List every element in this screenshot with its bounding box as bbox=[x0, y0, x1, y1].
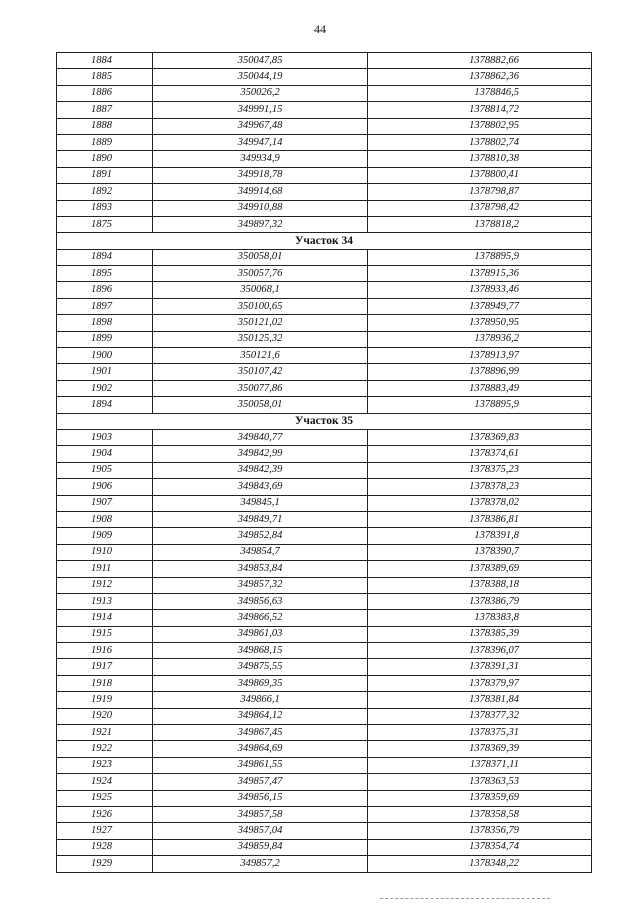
x-coordinate-cell: 350058,01 bbox=[153, 397, 368, 413]
point-number-cell: 1906 bbox=[57, 479, 153, 495]
point-number-cell: 1909 bbox=[57, 528, 153, 544]
y-coordinate-cell: 1378390,7 bbox=[368, 544, 592, 560]
y-coordinate-cell: 1378913,97 bbox=[368, 348, 592, 364]
table-row bbox=[57, 348, 592, 364]
y-coordinate-cell: 1378895,9 bbox=[368, 249, 592, 265]
table-row bbox=[57, 479, 592, 495]
point-number-cell: 1926 bbox=[57, 806, 153, 822]
point-number-cell: 1894 bbox=[57, 249, 153, 265]
x-coordinate-cell: 349918,78 bbox=[153, 167, 368, 183]
x-coordinate-cell: 349967,48 bbox=[153, 118, 368, 134]
point-number-cell: 1913 bbox=[57, 593, 153, 609]
point-number-cell: 1886 bbox=[57, 85, 153, 101]
point-number-cell: 1924 bbox=[57, 774, 153, 790]
table-row bbox=[57, 53, 592, 69]
point-number-cell: 1927 bbox=[57, 823, 153, 839]
y-coordinate-cell: 1378383,8 bbox=[368, 610, 592, 626]
x-coordinate-cell: 349867,45 bbox=[153, 725, 368, 741]
y-coordinate-cell: 1378385,39 bbox=[368, 626, 592, 642]
y-coordinate-cell: 1378375,31 bbox=[368, 725, 592, 741]
y-coordinate-cell: 1378882,66 bbox=[368, 53, 592, 69]
table-row bbox=[57, 626, 592, 642]
table-row bbox=[57, 544, 592, 560]
point-number-cell: 1892 bbox=[57, 184, 153, 200]
table-row bbox=[57, 741, 592, 757]
table-row bbox=[57, 266, 592, 282]
y-coordinate-cell: 1378389,69 bbox=[368, 561, 592, 577]
point-number-cell: 1907 bbox=[57, 495, 153, 511]
x-coordinate-cell: 349991,15 bbox=[153, 102, 368, 118]
y-coordinate-cell: 1378359,69 bbox=[368, 790, 592, 806]
y-coordinate-cell: 1378378,02 bbox=[368, 495, 592, 511]
y-coordinate-cell: 1378936,2 bbox=[368, 331, 592, 347]
table-row bbox=[57, 167, 592, 183]
y-coordinate-cell: 1378354,74 bbox=[368, 839, 592, 855]
y-coordinate-cell: 1378950,95 bbox=[368, 315, 592, 331]
point-number-cell: 1893 bbox=[57, 200, 153, 216]
point-number-cell: 1923 bbox=[57, 757, 153, 773]
page-number: 44 bbox=[314, 22, 326, 36]
x-coordinate-cell: 350077,86 bbox=[153, 380, 368, 396]
x-coordinate-cell: 350047,85 bbox=[153, 53, 368, 69]
table-row bbox=[57, 118, 592, 134]
x-coordinate-cell: 349914,68 bbox=[153, 184, 368, 200]
table-row bbox=[57, 315, 592, 331]
table-row bbox=[57, 856, 592, 872]
y-coordinate-cell: 1378814,72 bbox=[368, 102, 592, 118]
table-row bbox=[57, 675, 592, 691]
point-number-cell: 1899 bbox=[57, 331, 153, 347]
x-coordinate-cell: 350107,42 bbox=[153, 364, 368, 380]
x-coordinate-cell: 349866,1 bbox=[153, 692, 368, 708]
x-coordinate-cell: 349861,03 bbox=[153, 626, 368, 642]
table-row bbox=[57, 249, 592, 265]
point-number-cell: 1902 bbox=[57, 380, 153, 396]
y-coordinate-cell: 1378933,46 bbox=[368, 282, 592, 298]
table-row bbox=[57, 659, 592, 675]
table-row bbox=[57, 69, 592, 85]
point-number-cell: 1900 bbox=[57, 348, 153, 364]
table-row bbox=[57, 692, 592, 708]
coordinates-table-body bbox=[57, 53, 592, 873]
y-coordinate-cell: 1378386,79 bbox=[368, 593, 592, 609]
x-coordinate-cell: 349875,55 bbox=[153, 659, 368, 675]
table-row bbox=[57, 216, 592, 232]
table-row bbox=[57, 397, 592, 413]
x-coordinate-cell: 349859,84 bbox=[153, 839, 368, 855]
coordinates-table bbox=[56, 52, 592, 873]
x-coordinate-cell: 349869,35 bbox=[153, 675, 368, 691]
x-coordinate-cell: 350121,6 bbox=[153, 348, 368, 364]
section-title: Участок 35 bbox=[57, 413, 592, 429]
table-row bbox=[57, 757, 592, 773]
point-number-cell: 1885 bbox=[57, 69, 153, 85]
y-coordinate-cell: 1378949,77 bbox=[368, 298, 592, 314]
y-coordinate-cell: 1378358,58 bbox=[368, 806, 592, 822]
point-number-cell: 1911 bbox=[57, 561, 153, 577]
point-number-cell: 1920 bbox=[57, 708, 153, 724]
y-coordinate-cell: 1378369,39 bbox=[368, 741, 592, 757]
x-coordinate-cell: 350125,32 bbox=[153, 331, 368, 347]
point-number-cell: 1901 bbox=[57, 364, 153, 380]
y-coordinate-cell: 1378391,8 bbox=[368, 528, 592, 544]
table-row bbox=[57, 593, 592, 609]
point-number-cell: 1884 bbox=[57, 53, 153, 69]
table-row bbox=[57, 151, 592, 167]
x-coordinate-cell: 349852,84 bbox=[153, 528, 368, 544]
table-row bbox=[57, 429, 592, 445]
y-coordinate-cell: 1378846,5 bbox=[368, 85, 592, 101]
point-number-cell: 1910 bbox=[57, 544, 153, 560]
table-row bbox=[57, 806, 592, 822]
point-number-cell: 1896 bbox=[57, 282, 153, 298]
x-coordinate-cell: 349842,99 bbox=[153, 446, 368, 462]
x-coordinate-cell: 349857,04 bbox=[153, 823, 368, 839]
x-coordinate-cell: 349861,55 bbox=[153, 757, 368, 773]
section-header-row bbox=[57, 413, 592, 429]
y-coordinate-cell: 1378895,9 bbox=[368, 397, 592, 413]
table-row bbox=[57, 495, 592, 511]
x-coordinate-cell: 350100,65 bbox=[153, 298, 368, 314]
x-coordinate-cell: 349843,69 bbox=[153, 479, 368, 495]
table-row bbox=[57, 200, 592, 216]
x-coordinate-cell: 349849,71 bbox=[153, 511, 368, 527]
x-coordinate-cell: 350058,01 bbox=[153, 249, 368, 265]
y-coordinate-cell: 1378348,22 bbox=[368, 856, 592, 872]
x-coordinate-cell: 349842,39 bbox=[153, 462, 368, 478]
x-coordinate-cell: 349856,63 bbox=[153, 593, 368, 609]
x-coordinate-cell: 349897,32 bbox=[153, 216, 368, 232]
table-row bbox=[57, 184, 592, 200]
y-coordinate-cell: 1378381,84 bbox=[368, 692, 592, 708]
y-coordinate-cell: 1378377,32 bbox=[368, 708, 592, 724]
table-row bbox=[57, 725, 592, 741]
table-row bbox=[57, 85, 592, 101]
section-title: Участок 34 bbox=[57, 233, 592, 249]
x-coordinate-cell: 350057,76 bbox=[153, 266, 368, 282]
table-row bbox=[57, 528, 592, 544]
y-coordinate-cell: 1378379,97 bbox=[368, 675, 592, 691]
x-coordinate-cell: 349856,15 bbox=[153, 790, 368, 806]
y-coordinate-cell: 1378810,38 bbox=[368, 151, 592, 167]
point-number-cell: 1895 bbox=[57, 266, 153, 282]
table-row bbox=[57, 708, 592, 724]
y-coordinate-cell: 1378915,36 bbox=[368, 266, 592, 282]
table-row bbox=[57, 643, 592, 659]
point-number-cell: 1889 bbox=[57, 134, 153, 150]
x-coordinate-cell: 349934,9 bbox=[153, 151, 368, 167]
table-row bbox=[57, 331, 592, 347]
y-coordinate-cell: 1378391,31 bbox=[368, 659, 592, 675]
table-row bbox=[57, 790, 592, 806]
table-row bbox=[57, 446, 592, 462]
point-number-cell: 1916 bbox=[57, 643, 153, 659]
y-coordinate-cell: 1378862,36 bbox=[368, 69, 592, 85]
y-coordinate-cell: 1378896,99 bbox=[368, 364, 592, 380]
point-number-cell: 1888 bbox=[57, 118, 153, 134]
x-coordinate-cell: 349857,58 bbox=[153, 806, 368, 822]
x-coordinate-cell: 349947,14 bbox=[153, 134, 368, 150]
y-coordinate-cell: 1378378,23 bbox=[368, 479, 592, 495]
point-number-cell: 1903 bbox=[57, 429, 153, 445]
point-number-cell: 1898 bbox=[57, 315, 153, 331]
table-row bbox=[57, 380, 592, 396]
x-coordinate-cell: 349910,88 bbox=[153, 200, 368, 216]
y-coordinate-cell: 1378356,79 bbox=[368, 823, 592, 839]
point-number-cell: 1912 bbox=[57, 577, 153, 593]
table-row bbox=[57, 282, 592, 298]
table-row bbox=[57, 823, 592, 839]
point-number-cell: 1921 bbox=[57, 725, 153, 741]
point-number-cell: 1929 bbox=[57, 856, 153, 872]
y-coordinate-cell: 1378802,74 bbox=[368, 134, 592, 150]
table-row bbox=[57, 561, 592, 577]
y-coordinate-cell: 1378883,49 bbox=[368, 380, 592, 396]
point-number-cell: 1890 bbox=[57, 151, 153, 167]
footer-mark bbox=[380, 898, 550, 899]
y-coordinate-cell: 1378800,41 bbox=[368, 167, 592, 183]
y-coordinate-cell: 1378371,11 bbox=[368, 757, 592, 773]
table-row bbox=[57, 462, 592, 478]
table-row bbox=[57, 610, 592, 626]
point-number-cell: 1905 bbox=[57, 462, 153, 478]
point-number-cell: 1919 bbox=[57, 692, 153, 708]
point-number-cell: 1918 bbox=[57, 675, 153, 691]
table-row bbox=[57, 134, 592, 150]
point-number-cell: 1904 bbox=[57, 446, 153, 462]
table-row bbox=[57, 511, 592, 527]
table-row bbox=[57, 364, 592, 380]
y-coordinate-cell: 1378375,23 bbox=[368, 462, 592, 478]
section-header-row bbox=[57, 233, 592, 249]
point-number-cell: 1928 bbox=[57, 839, 153, 855]
point-number-cell: 1917 bbox=[57, 659, 153, 675]
point-number-cell: 1915 bbox=[57, 626, 153, 642]
y-coordinate-cell: 1378369,83 bbox=[368, 429, 592, 445]
x-coordinate-cell: 349864,12 bbox=[153, 708, 368, 724]
y-coordinate-cell: 1378802,95 bbox=[368, 118, 592, 134]
x-coordinate-cell: 350121,02 bbox=[153, 315, 368, 331]
x-coordinate-cell: 349857,32 bbox=[153, 577, 368, 593]
point-number-cell: 1922 bbox=[57, 741, 153, 757]
x-coordinate-cell: 349854,7 bbox=[153, 544, 368, 560]
table-row bbox=[57, 102, 592, 118]
x-coordinate-cell: 349857,2 bbox=[153, 856, 368, 872]
x-coordinate-cell: 349864,69 bbox=[153, 741, 368, 757]
point-number-cell: 1891 bbox=[57, 167, 153, 183]
y-coordinate-cell: 1378388,18 bbox=[368, 577, 592, 593]
table-row bbox=[57, 774, 592, 790]
y-coordinate-cell: 1378798,87 bbox=[368, 184, 592, 200]
x-coordinate-cell: 349853,84 bbox=[153, 561, 368, 577]
x-coordinate-cell: 349866,52 bbox=[153, 610, 368, 626]
x-coordinate-cell: 349840,77 bbox=[153, 429, 368, 445]
point-number-cell: 1925 bbox=[57, 790, 153, 806]
point-number-cell: 1908 bbox=[57, 511, 153, 527]
x-coordinate-cell: 349845,1 bbox=[153, 495, 368, 511]
table-row bbox=[57, 577, 592, 593]
x-coordinate-cell: 349857,47 bbox=[153, 774, 368, 790]
point-number-cell: 1897 bbox=[57, 298, 153, 314]
x-coordinate-cell: 350068,1 bbox=[153, 282, 368, 298]
table-row bbox=[57, 298, 592, 314]
point-number-cell: 1894 bbox=[57, 397, 153, 413]
point-number-cell: 1875 bbox=[57, 216, 153, 232]
y-coordinate-cell: 1378363,53 bbox=[368, 774, 592, 790]
table-row bbox=[57, 839, 592, 855]
y-coordinate-cell: 1378386,81 bbox=[368, 511, 592, 527]
x-coordinate-cell: 350044,19 bbox=[153, 69, 368, 85]
x-coordinate-cell: 349868,15 bbox=[153, 643, 368, 659]
point-number-cell: 1914 bbox=[57, 610, 153, 626]
y-coordinate-cell: 1378396,07 bbox=[368, 643, 592, 659]
y-coordinate-cell: 1378374,61 bbox=[368, 446, 592, 462]
x-coordinate-cell: 350026,2 bbox=[153, 85, 368, 101]
point-number-cell: 1887 bbox=[57, 102, 153, 118]
y-coordinate-cell: 1378798,42 bbox=[368, 200, 592, 216]
y-coordinate-cell: 1378818,2 bbox=[368, 216, 592, 232]
